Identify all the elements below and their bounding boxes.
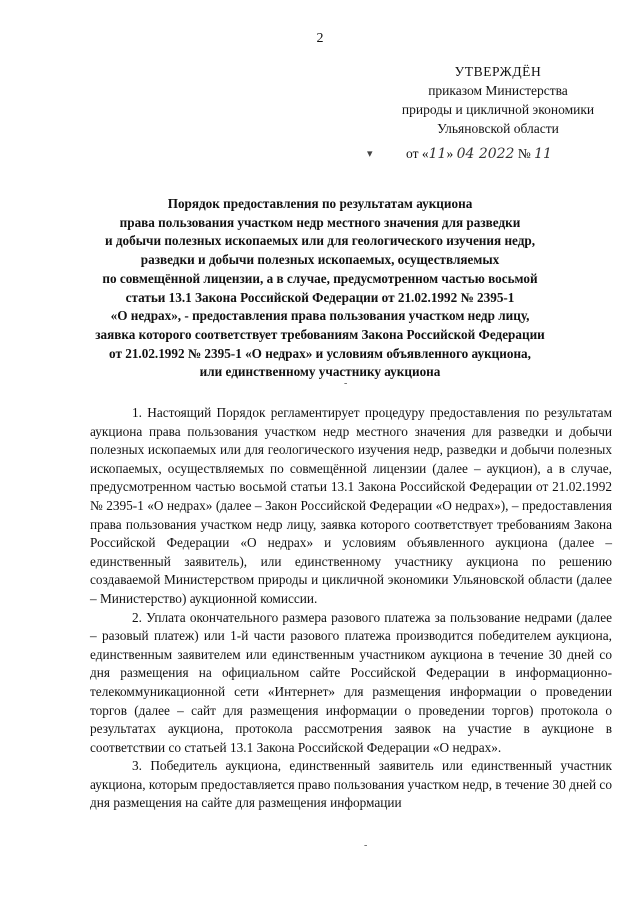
approval-line-2: природы и цикличной экономики bbox=[401, 102, 595, 117]
title-line: по совмещённой лицензии, а в случае, предусмотренном частью восьмой bbox=[102, 270, 538, 286]
title-line: от 21.02.1992 № 2395-1 «О недрах» и условиям объявленного аукциона, bbox=[109, 345, 531, 361]
title-line: заявка которого соответствует требованиям Закона Российской Федерации bbox=[95, 326, 545, 342]
approval-heading: УТВЕРЖДЁН bbox=[454, 64, 542, 79]
title-line: или единственному участнику аукциона bbox=[199, 364, 441, 380]
document-body bbox=[90, 404, 612, 813]
order-date-mid: » bbox=[446, 146, 454, 161]
order-number-label: № bbox=[517, 146, 531, 161]
stray-mark: - bbox=[344, 378, 348, 389]
order-number-handwritten: 11 bbox=[534, 146, 552, 162]
approval-line-3: Ульяновской области bbox=[437, 121, 559, 136]
document-title bbox=[70, 195, 570, 382]
paragraph-1: 1. Настоящий Порядок регламентирует процедуру предоставления по результатам аукциона права пользования участком недр местного значения для разведки и добычи полезных ископаемых или для геологического изучения недр, разведки и добычи полезных ископаемых, осуществляемых по совмещённой лицензии (далее – аукцион), а в случае, предусмотренном частью восьмой статьи 13.1 Закона Российской Федерации от 21.02.1992 № 2395-1 «О недрах» (далее – Закон Российской Федерации «О недрах»), – предоставления права пользования участком недр лицу, заявка которого соответствует требованиям Закона Российской Федерации «О недрах» и условиям объявленного аукциона (далее – единственный заявитель), или единственному участнику аукциона по решению создаваемой Министерством природы и цикличной экономики Ульяновской области (далее – Министерство) аукционной комиссии. bbox=[90, 405, 612, 606]
title-line: и добычи полезных ископаемых или для геологического изучения недр, bbox=[104, 233, 536, 249]
paragraph-2: 2. Уплата окончательного размера разового платежа за пользование недрами (далее – разовый платеж) или 1-й части разового платежа производится победителем аукциона, единственным заявителем или единственным участником аукциона в течение 30 дней со дня размещения на официальном сайте Российской Федерации в информационно-телекоммуникационной сети «Интернет» для размещения информации о проведении торгов (далее – сайт для размещения информации о проведении торгов) протокола о результатах аукциона, протокола рассмотрения заявок на участие в аукционе в соответствии со статьей 13.1 Закона Российской Федерации «О недрах». bbox=[90, 609, 612, 755]
order-day-handwritten: 11 bbox=[428, 146, 447, 162]
order-date-prefix: от « bbox=[406, 146, 429, 161]
title-line: права пользования участком недр местного значения для разведки bbox=[119, 214, 521, 230]
paragraph-3: 3. Победитель аукциона, единственный заявитель или единственный участник аукциона, которым предоставляется право пользования участком недр, в течение 30 дней со дня размещения на сайте для размещения информации bbox=[90, 758, 612, 811]
stray-mark: - bbox=[364, 840, 368, 851]
stray-mark: ▾ bbox=[367, 148, 373, 160]
order-month-year-handwritten: 04 2022 bbox=[456, 146, 515, 162]
approval-line-1: приказом Министерства bbox=[428, 83, 568, 98]
title-line: статьи 13.1 Закона Российской Федерации от 21.02.1992 № 2395-1 bbox=[125, 289, 515, 305]
page-number: 2 bbox=[316, 31, 324, 46]
approval-block bbox=[380, 62, 616, 138]
order-reference bbox=[406, 146, 552, 162]
title-line: разведки и добычи полезных ископаемых, осуществляемых bbox=[140, 252, 500, 268]
title-line: Порядок предоставления по результатам аукциона bbox=[167, 196, 473, 211]
title-line: «О недрах», - предоставления права пользования участком недр лицу, bbox=[110, 308, 530, 324]
